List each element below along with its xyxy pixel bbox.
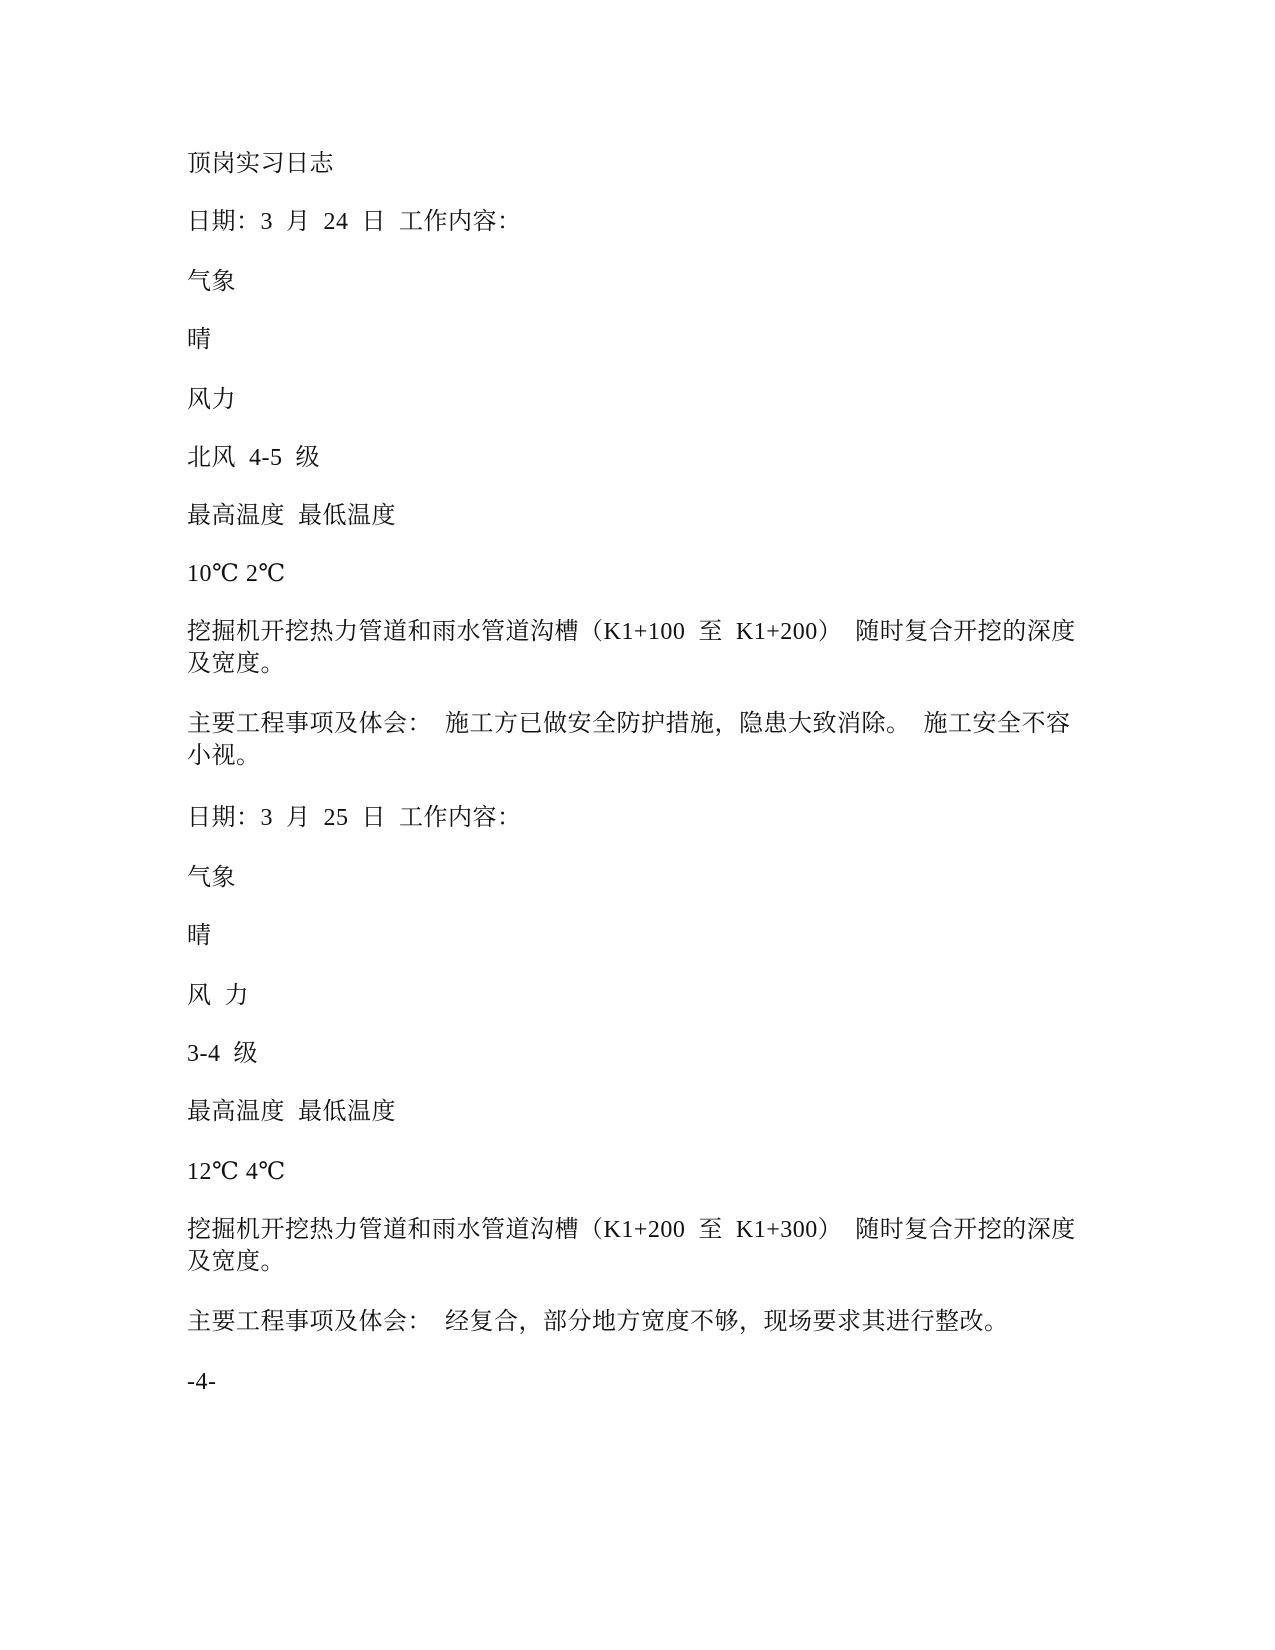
- entry-2-work-line2: 及宽度。: [187, 1249, 285, 1275]
- entry-2-wind-label: 风 力: [187, 983, 249, 1009]
- entry-1-work-line1: 挖掘机开挖热力管道和雨水管道沟槽（K1+100 至 K1+200） 随时复合开挖的深度: [187, 619, 1076, 645]
- entry-1-weather-value: 晴: [187, 327, 212, 353]
- entry-1-notes-line2: 小视。: [187, 743, 261, 769]
- entry-2-temp-value: 12℃ 4℃: [187, 1159, 286, 1185]
- entry-1-weather-label: 气象: [187, 269, 236, 295]
- document-title: 顶岗实习日志: [187, 151, 334, 177]
- entry-1-work-line2: 及宽度。: [187, 651, 285, 677]
- entry-2-weather-value: 晴: [187, 923, 212, 949]
- entry-2-temp-label: 最高温度 最低温度: [187, 1099, 396, 1125]
- entry-2-notes-line1: 主要工程事项及体会： 经复合，部分地方宽度不够，现场要求其进行整改。: [187, 1309, 1009, 1335]
- entry-1-temp-value: 10℃ 2℃: [187, 561, 286, 587]
- entry-1-wind-value: 北风 4-5 级: [187, 445, 320, 471]
- entry-1-date: 日期：3 月 24 日 工作内容：: [187, 209, 522, 235]
- entry-1-temp-label: 最高温度 最低温度: [187, 503, 396, 529]
- page-number: -4-: [187, 1369, 217, 1395]
- entry-1-wind-label: 风力: [187, 387, 236, 413]
- entry-2-weather-label: 气象: [187, 865, 236, 891]
- entry-2-date: 日期：3 月 25 日 工作内容：: [187, 805, 522, 831]
- entry-2-wind-value: 3-4 级: [187, 1041, 258, 1067]
- entry-2-work-line1: 挖掘机开挖热力管道和雨水管道沟槽（K1+200 至 K1+300） 随时复合开挖的深度: [187, 1217, 1076, 1243]
- entry-1-notes-line1: 主要工程事项及体会： 施工方已做安全防护措施，隐患大致消除。 施工安全不容: [187, 711, 1071, 737]
